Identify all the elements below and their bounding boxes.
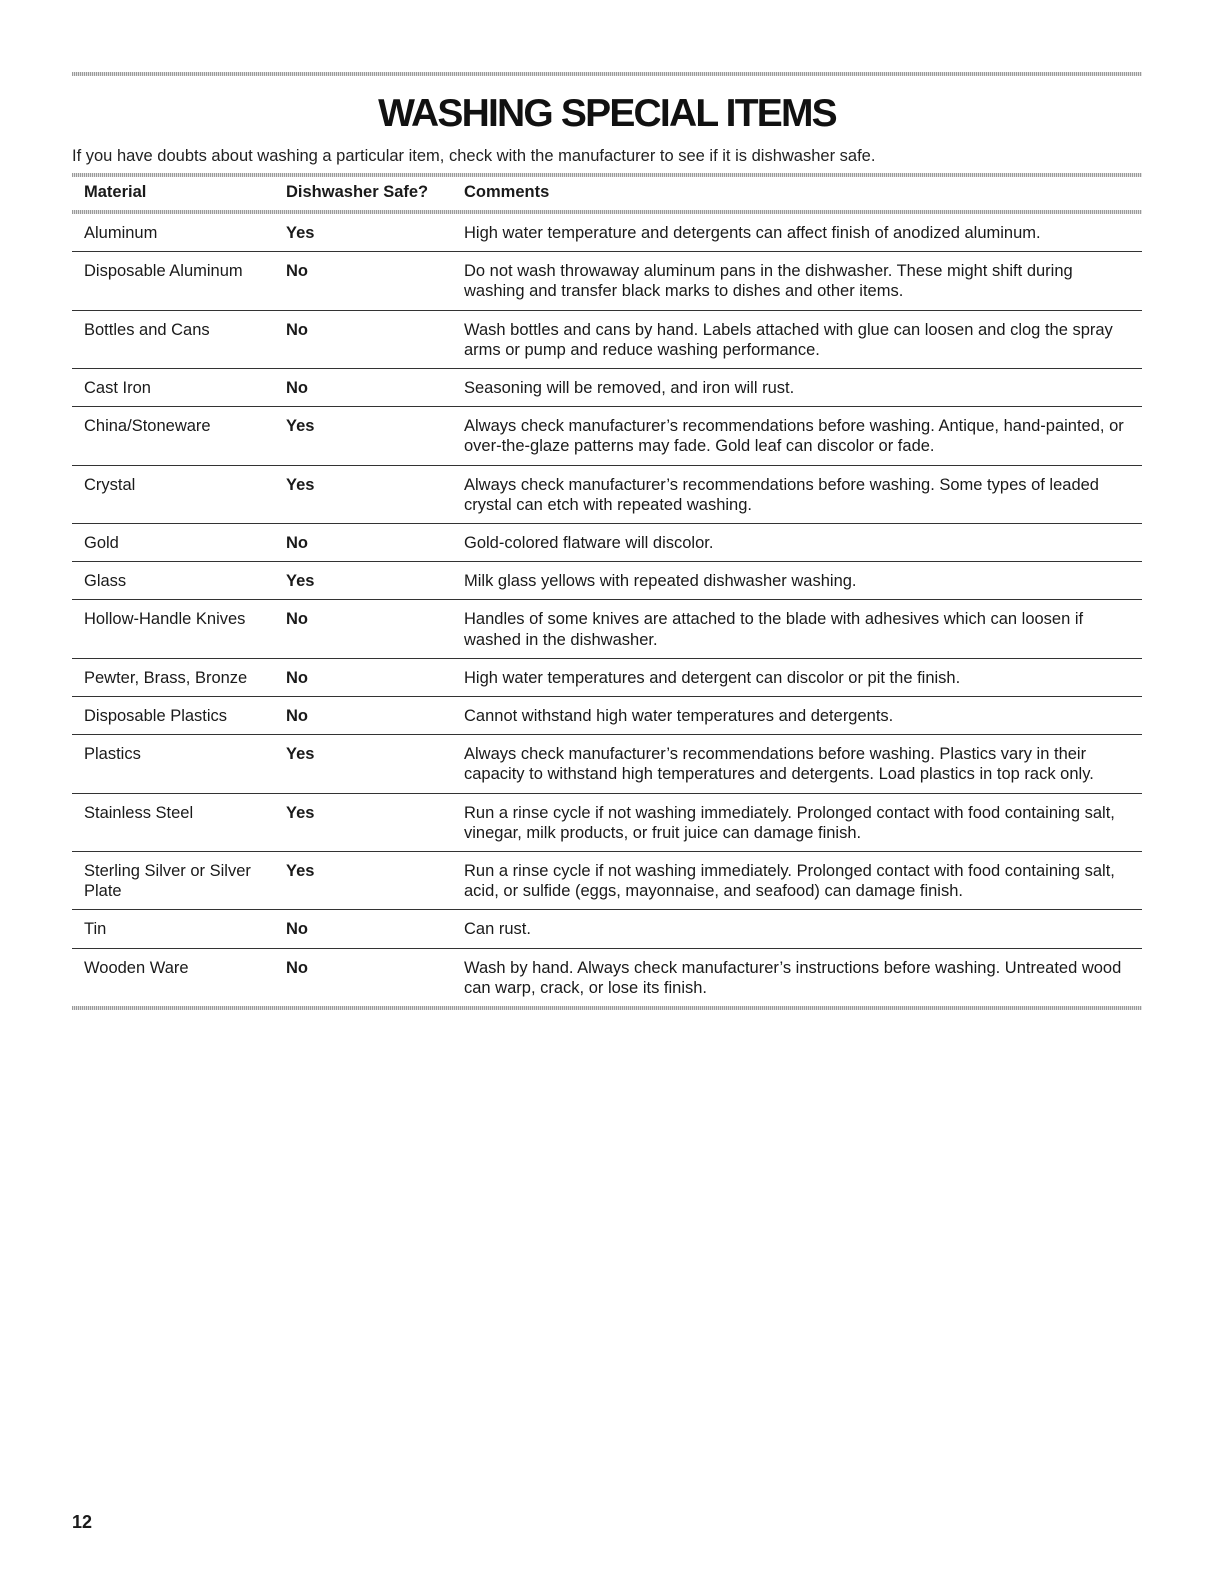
table-row xyxy=(72,949,1142,1006)
header-dishwasher-safe: Dishwasher Safe? xyxy=(286,183,429,201)
material-cell: Aluminum xyxy=(84,224,158,242)
page-number: 12 xyxy=(72,1512,93,1532)
dishwasher-safe-cell: Yes xyxy=(286,745,315,764)
comments-cell: High water temperature and detergents can affect finish of anodized aluminum. xyxy=(464,224,1041,242)
dishwasher-safe-cell: No xyxy=(286,379,308,398)
material-cell: Hollow-Handle Knives xyxy=(84,610,246,629)
dishwasher-safe-cell: No xyxy=(286,610,308,629)
table-row xyxy=(72,659,1142,697)
dishwasher-safe-cell: Yes xyxy=(286,803,315,822)
top-rule xyxy=(72,72,1142,76)
material-cell: Wooden Ware xyxy=(84,958,189,977)
table-row xyxy=(72,562,1142,600)
table-row xyxy=(72,369,1142,407)
table-row xyxy=(72,697,1142,735)
dishwasher-safe-cell: No xyxy=(286,920,308,939)
material-cell: Glass xyxy=(84,572,127,591)
comments-cell: Can rust. xyxy=(464,920,531,939)
comments-cell: Milk glass yellows with repeated dishwasher washing. xyxy=(464,572,857,591)
table-row xyxy=(72,407,1142,465)
dishwasher-safe-cell: Yes xyxy=(286,417,315,436)
material-cell: Bottles and Cans xyxy=(84,320,210,339)
comments-cell: Wash bottles and cans by hand. Labels attached with glue can loosen and clog the spray arms or pump and reduce washing performance. xyxy=(464,320,1113,359)
comments-cell: High water temperatures and detergent can discolor or pit the finish. xyxy=(464,668,961,687)
comments-cell: Handles of some knives are attached to the blade with adhesives which can loosen if washed in the dishwasher. xyxy=(464,610,1084,649)
table-body xyxy=(72,214,1142,1006)
table-row xyxy=(72,852,1142,910)
material-cell: Gold xyxy=(84,534,119,553)
material-cell: Sterling Silver or Silver Plate xyxy=(84,862,251,901)
material-cell: Pewter, Brass, Bronze xyxy=(84,668,248,687)
dishwasher-safe-cell: Yes xyxy=(286,224,315,242)
material-cell: Disposable Plastics xyxy=(84,707,228,726)
material-cell: Stainless Steel xyxy=(84,803,194,822)
comments-cell: Seasoning will be removed, and iron will rust. xyxy=(464,379,795,398)
comments-cell: Run a rinse cycle if not washing immediately. Prolonged contact with food containing salt, vinegar, milk products, or fruit juice can damage finish. xyxy=(464,803,1115,842)
comments-cell: Always check manufacturer’s recommendations before washing. Some types of leaded crystal can etch with repeated washing. xyxy=(464,475,1099,514)
page-title: WASHING SPECIAL ITEMS xyxy=(378,92,836,135)
comments-cell: Gold-colored flatware will discolor. xyxy=(464,534,714,553)
header-material: Material xyxy=(84,183,147,201)
table-row xyxy=(72,214,1142,252)
table-row xyxy=(72,252,1142,310)
dishwasher-safe-cell: No xyxy=(286,958,308,977)
dishwasher-safe-cell: No xyxy=(286,707,308,726)
material-cell: Crystal xyxy=(84,475,136,494)
table-row xyxy=(72,794,1142,852)
page-content xyxy=(72,72,1142,1010)
intro-text: If you have doubts about washing a particular item, check with the manufacturer to see if it is dishwasher safe. xyxy=(72,147,876,165)
special-items-table xyxy=(72,177,1142,1006)
comments-cell: Always check manufacturer’s recommendations before washing. Plastics vary in their capacity to withstand high temperatures and detergents. Load plastics in top rack only. xyxy=(464,745,1094,784)
dishwasher-safe-cell: Yes xyxy=(286,475,315,494)
table-header xyxy=(72,177,1142,210)
bottom-rule xyxy=(72,1006,1142,1010)
table-row xyxy=(72,524,1142,562)
dishwasher-safe-cell: Yes xyxy=(286,572,315,591)
header-comments: Comments xyxy=(464,183,550,201)
material-cell: China/Stoneware xyxy=(84,417,211,436)
dishwasher-safe-cell: No xyxy=(286,262,308,281)
table-row xyxy=(72,735,1142,793)
comments-cell: Always check manufacturer’s recommendations before washing. Antique, hand-painted, or over-the-glaze patterns may fade. Gold leaf can discolor or fade. xyxy=(464,417,1124,456)
table-row xyxy=(72,600,1142,658)
material-cell: Disposable Aluminum xyxy=(84,262,243,281)
dishwasher-safe-cell: Yes xyxy=(286,862,315,881)
comments-cell: Cannot withstand high water temperatures and detergents. xyxy=(464,707,894,726)
material-cell: Cast Iron xyxy=(84,379,151,398)
dishwasher-safe-cell: No xyxy=(286,534,308,553)
table-row xyxy=(72,311,1142,369)
comments-cell: Run a rinse cycle if not washing immediately. Prolonged contact with food containing salt, acid, or sulfide (eggs, mayonnaise, and seafood) can damage finish. xyxy=(464,862,1115,901)
dishwasher-safe-cell: No xyxy=(286,668,308,687)
material-cell: Tin xyxy=(84,920,107,939)
dishwasher-safe-cell: No xyxy=(286,320,308,339)
material-cell: Plastics xyxy=(84,745,141,764)
table-row xyxy=(72,910,1142,948)
comments-cell: Wash by hand. Always check manufacturer’s instructions before washing. Untreated wood can warp, crack, or lose its finish. xyxy=(464,958,1122,997)
table-row xyxy=(72,466,1142,524)
comments-cell: Do not wash throwaway aluminum pans in the dishwasher. These might shift during washing and transfer black marks to dishes and other items. xyxy=(464,262,1073,301)
